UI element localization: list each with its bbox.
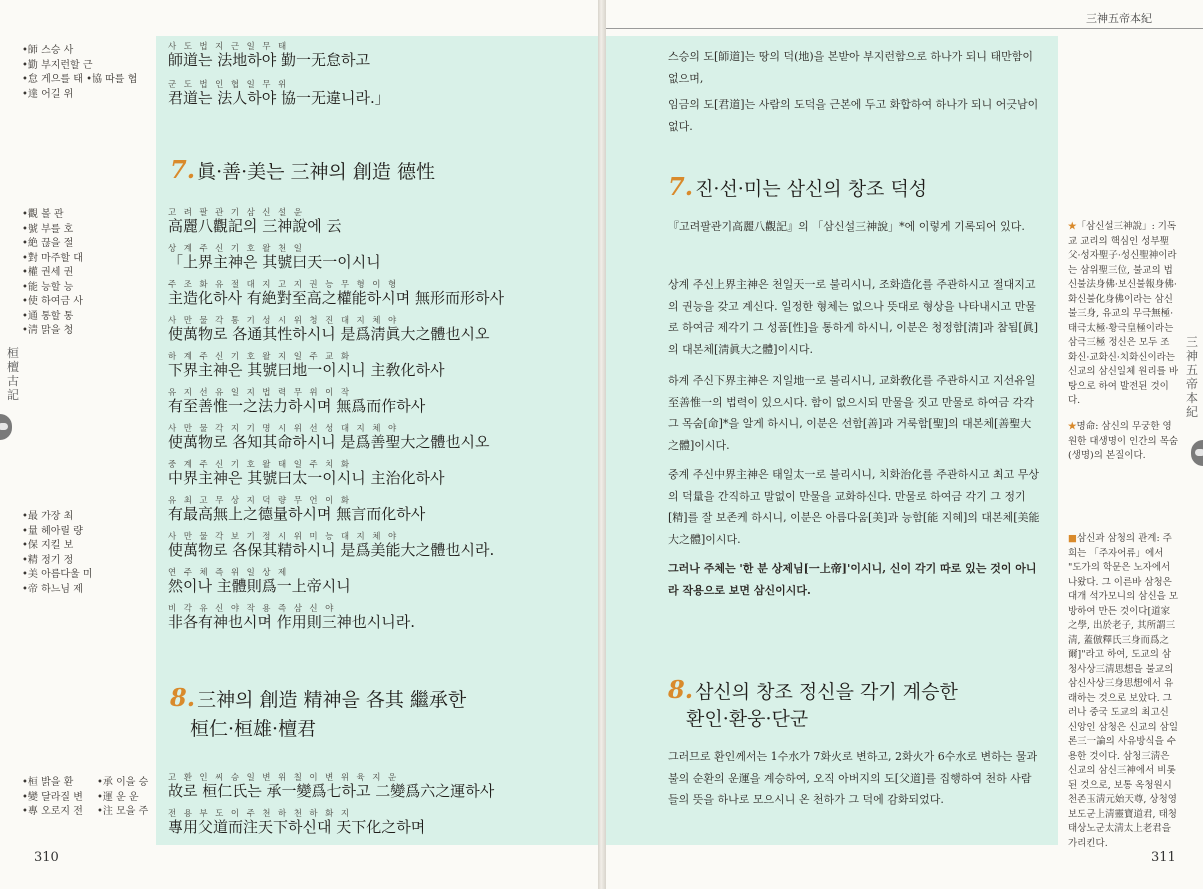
gloss-item: •淸 맑을 청 [22, 325, 74, 336]
classical-line [168, 809, 425, 836]
reading-ruby: 전 용 부 도 이 주 천 하 천 하 화 지 [168, 809, 352, 819]
gloss-item: •怠 게으를 태 •協 따를 협 [22, 74, 138, 85]
gloss-item: •勤 부지런할 근 [22, 59, 93, 71]
reading-ruby: 사 만 물 각 통 기 성 시 위 청 진 대 지 체 야 [168, 316, 399, 326]
paragraph-conclusion: 그러나 주체는 '한 분 상제님[一上帝]'이시니, 신이 각기 따로 있는 것이 아니라 작용으로 보면 삼신이시다. [668, 562, 1037, 597]
hanja-text: 中界主神은 其號曰太一이시니 主治化하사 [168, 469, 445, 487]
gloss-item: •變 달라질 변 [22, 791, 83, 803]
gloss-item: •注 모을 주 [97, 806, 149, 817]
side-note [1068, 532, 1178, 851]
gloss-item: •達 어길 위 [22, 88, 74, 100]
gloss-item: •美 아름다울 미 [22, 569, 93, 580]
reading-ruby: 사 만 물 각 보 기 정 시 위 미 능 대 지 체 야 [168, 532, 399, 542]
gloss-item: •精 정기 정 [22, 554, 74, 566]
hanja-text: 使萬物로 各知其命하시니 是爲善聖大之體也시오 [168, 433, 490, 451]
reading-ruby: 고 환 인 씨 승 일 변 위 칠 이 변 위 육 지 운 [168, 773, 399, 783]
gloss-item: •承 이을 승 [97, 777, 149, 788]
gloss-item: •量 헤아릴 량 [22, 525, 83, 537]
book-gutter [598, 0, 606, 889]
hanja-text: 使萬物로 各通其性하시니 是爲淸眞大之體也시오 [168, 325, 490, 343]
left-page [0, 0, 598, 889]
hanja-text: 非各有神也시며 作用則三神也시니라. [168, 613, 415, 631]
right-page [606, 0, 1203, 889]
hanja-text: 使萬物로 各保其精하시니 是爲美能大之體也시라. [168, 541, 495, 559]
section-title: 桓仁·桓雄·檀君 [190, 718, 317, 740]
classical-line [168, 424, 489, 451]
hanja-text: 故로 桓仁氏는 承一變爲七하고 二變爲六之運하사 [168, 782, 495, 800]
gloss-item: •運 운 운 [97, 791, 139, 803]
section-heading-8-line2 [190, 714, 316, 741]
reading-ruby: 연 주 체 즉 위 일 상 제 [168, 568, 289, 578]
hanja-text: 「上界主神은 其號曰天一이시니 [168, 253, 381, 271]
gloss-group-4 [22, 776, 83, 820]
classical-line [168, 532, 494, 559]
hanja-text: 主造化하사 有絶對至高之權能하시며 無形而形하사 [168, 289, 504, 307]
section-number: 8. [668, 675, 694, 704]
section-heading-8 [170, 683, 466, 712]
reading-ruby: 고 려 팔 관 기 삼 신 설 운 [168, 208, 305, 218]
note-marker: ■ [1068, 533, 1077, 544]
classical-line [168, 773, 494, 800]
paragraph-lower-god: 하계 주신下界主神은 지일地一로 불리시니, 교화敎化를 주관하시고 지선유일至善惟一의 법력이 있으시다. 함이 없으시되 만물을 짓고 만물로 하여금 각각 그 목숨[命]*을 알게 하시니, 이분은 선함[善]과 거룩함[聖]의 대본체[善聖大之體]이시다. [668, 374, 1036, 452]
section-title: 三神의 創造 精神을 各其 繼承한 [197, 689, 467, 711]
note-text: 「삼신설三神說」: 기독교 교리의 핵심인 성부聖父·성자聖子·성신聖神이라는 삼위聖三位, 불교의 법신불法身佛·보신불報身佛·화신불化身佛이라는 삼신불三身, 유교의 무극無極·태극太極·황극皇極이라는 삼극三極 정신은 모두 조화신·교화신·치화신이라는 신교의 삼신일체 원리를 바탕으로 하여 발전된 것이다. [1068, 221, 1179, 406]
gloss-group-1 [22, 44, 137, 102]
hanja-text: 高麗八觀記의 三神說에 云 [168, 217, 342, 235]
section-title: 삼신의 창조 정신을 각기 계승한 [695, 681, 958, 703]
classical-line [168, 208, 342, 235]
hanja-text: 然이나 主體則爲一上帝시니 [168, 577, 351, 595]
reading-ruby: 사 만 물 각 지 기 명 시 위 선 성 대 지 체 야 [168, 424, 399, 434]
gloss-item: •權 권세 권 [22, 267, 74, 278]
gloss-item: •能 능할 능 [22, 281, 74, 293]
reading-ruby: 사 도 법 지 근 일 무 태 [168, 42, 289, 52]
classical-line [168, 316, 489, 343]
hanja-text: 君道는 法人하야 協一无違니라.」 [168, 89, 390, 107]
classical-line [168, 244, 381, 271]
hanja-text: 下界主神은 其號曰地一이시니 主敎化하사 [168, 361, 445, 379]
reading-ruby: 군 도 법 인 협 일 무 위 [168, 80, 289, 90]
source-line: 『고려팔관기高麗八觀記』의 「삼신설三神說」*에 이렇게 기록되어 있다. [668, 220, 1025, 233]
classical-line [168, 280, 504, 307]
gloss-item: •專 오로지 전 [22, 806, 83, 817]
thumb-tab [1191, 440, 1203, 466]
paragraph-upper-god: 상계 주신上界主神은 천일天一로 불리시니, 조화造化를 주관하시고 절대지고의 권능을 갖고 계신다. 일정한 형체는 없으나 뜻대로 형상을 나타내시고 만물로 하여금 제각기 그 성품[性]을 통하게 하시니, 이분은 청정함[淸]과 참됨[眞]의 대본체[淸眞大之體]이시다. [668, 278, 1038, 356]
side-note [1068, 420, 1178, 464]
page-number: 311 [1151, 850, 1176, 865]
intro-paragraph: 임금의 도[君道]는 사람의 도덕을 근본에 두고 화합하여 하나가 되니 어긋남이 없다. [668, 98, 1039, 133]
gloss-item: •帝 하느님 제 [22, 583, 83, 595]
gloss-item: •保 지킬 보 [22, 540, 74, 551]
reading-ruby: 상 계 주 신 기 호 왈 천 일 [168, 244, 305, 254]
note-text: 삼신과 삼청의 관계: 주희는 「주자어류」에서 "도가의 학문은 노자에서 나왔다. 그 이른바 삼청은 대개 석가모니의 삼신을 모방하여 만든 것이다[道家之學, 出於老子, 其所謂三淸, 蓋倣釋氏三身而爲之爾]"라고 하여, 도교의 삼청사상三淸思想을 불교의 삼신사상三身思想에서 유래하는 것으로 보았다. 그러나 중국 도교의 최고신 신앙인 삼청은 신교의 삼일론三一論의 사유방식을 수용한 것이다. 삼청三淸은 신교의 삼신三神에서 비롯된 것으로, 보통 옥청원시천존玉淸元始天尊, 상청영보도군上淸靈寶道君, 태청태상노군太淸太上老君을 가리킨다. [1068, 533, 1179, 849]
gloss-item: •師 스승 사 [22, 45, 74, 56]
reading-ruby: 유 최 고 무 상 지 덕 량 무 언 이 화 [168, 496, 352, 506]
classical-line [168, 460, 444, 487]
note-marker: ★ [1068, 421, 1077, 432]
classical-line [168, 496, 425, 523]
section-title: 환인·환웅·단군 [686, 708, 809, 730]
reading-ruby: 중 계 주 신 기 호 왈 태 일 주 치 화 [168, 460, 352, 470]
paragraph-middle-god: 중계 주신中界主神은 태일太一로 불리시니, 치화治化를 주관하시고 최고 무상의 덕量을 간직하고 말없이 만물을 교화하신다. 만물로 하여금 각기 그 정기[精]를 잘 보존케 하시니, 이분은 아름다움[美]과 능함[能 지혜]의 대본체[美能大之體]이시다. [668, 468, 1040, 546]
section-number: 7. [170, 155, 196, 184]
vertical-section-title: 三神五帝本紀 [1185, 335, 1198, 419]
gloss-item: •號 부를 호 [22, 223, 74, 235]
classical-line [168, 568, 351, 595]
hanja-text: 有至善惟一之法力하시며 無爲而作하사 [168, 397, 426, 415]
gloss-item: •絶 끊을 절 [22, 238, 74, 249]
header-rule [606, 28, 1203, 29]
classical-line [168, 42, 370, 69]
reading-ruby: 주 조 화 유 절 대 지 고 지 권 능 무 형 이 형 [168, 280, 399, 290]
classical-line [168, 388, 425, 415]
reading-ruby: 유 지 선 유 일 지 법 력 무 위 이 작 [168, 388, 352, 398]
gloss-item: •通 통할 통 [22, 310, 74, 322]
hanja-text: 師道는 法地하야 勤一无怠하고 [168, 51, 370, 69]
section-heading-7-ko [668, 172, 927, 201]
side-note [1068, 220, 1178, 409]
gloss-group-3 [22, 510, 93, 597]
thumb-tab [0, 414, 12, 440]
section-heading-7 [170, 155, 435, 184]
gloss-item: •最 가장 최 [22, 511, 74, 522]
section-title: 진·선·미는 삼신의 창조 덕성 [695, 178, 928, 200]
vertical-book-title: 桓檀古記 [6, 346, 19, 402]
page-number: 310 [34, 850, 59, 865]
gloss-item: •觀 볼 관 [22, 209, 64, 220]
section-heading-8-ko [668, 675, 958, 704]
intro-paragraph: 스승의 도[師道]는 땅의 덕(地)을 본받아 부지런함으로 하나가 되니 태만함이 없으며, [668, 50, 1034, 85]
section-heading-8-ko-line2 [686, 704, 808, 731]
classical-line [168, 352, 444, 379]
note-text: 명命: 삼신의 무궁한 영원한 대생명이 인간의 목숨(생명)의 본질이다. [1068, 421, 1179, 461]
section-title: 眞·善·美는 三神의 創造 德性 [197, 161, 435, 183]
hanja-text: 有最高無上之德量하시며 無言而化하사 [168, 505, 426, 523]
reading-ruby: 비 각 유 신 야 작 용 즉 삼 신 야 [168, 604, 336, 614]
section-number: 7. [668, 172, 694, 201]
note-marker: ★ [1068, 221, 1077, 232]
paragraph-8: 그러므로 환인께서는 1수水가 7화火로 변하고, 2화火가 6수水로 변하는 물과 불의 순환의 운運을 계승하여, 오직 아버지의 도[父道]를 집행하여 천하 사람들의 뜻을 하나로 모으시니 온 천하가 그 덕에 감화되었다. [668, 750, 1038, 806]
gloss-group-5 [97, 776, 148, 820]
section-number: 8. [170, 683, 196, 712]
gloss-item: •對 마주할 대 [22, 252, 83, 264]
running-head: 三神五帝本紀 [1086, 12, 1152, 25]
classical-line [168, 80, 390, 107]
hanja-text: 專用父道而注天下하신대 天下化之하며 [168, 818, 426, 836]
gloss-group-2 [22, 208, 83, 339]
classical-line [168, 604, 415, 631]
reading-ruby: 하 계 주 신 기 호 왈 지 일 주 교 화 [168, 352, 352, 362]
gloss-item: •使 하여금 사 [22, 296, 83, 307]
gloss-item: •桓 밝을 환 [22, 777, 74, 788]
